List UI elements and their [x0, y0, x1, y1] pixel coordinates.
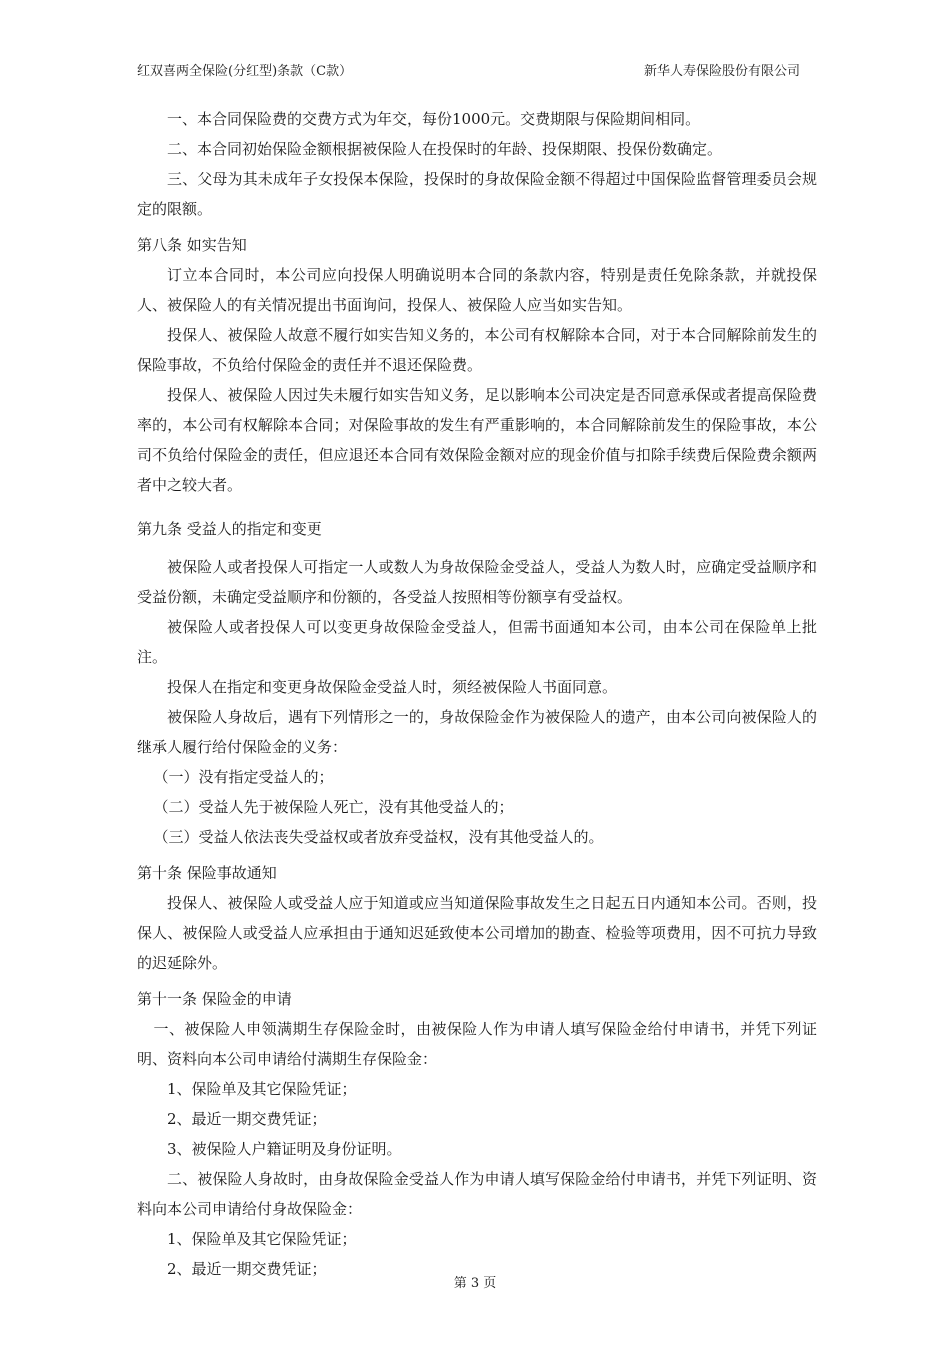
page-header	[137, 60, 800, 79]
paragraph: 投保人、被保险人因过失未履行如实告知义务，足以影响本公司决定是否同意承保或者提高保险费率的，本公司有权解除本合同；对保险事故的发生有严重影响的，本合同解除前发生的保险事故，本公司不负给付保险金的责任，但应退还本合同有效保险金额对应的现金价值与扣除手续费后保险费余额两者中之较大者。	[137, 386, 817, 494]
article-heading-8: 第八条 如实告知	[137, 236, 247, 254]
document-body	[137, 104, 817, 1284]
list-item: 2、最近一期交费凭证；	[167, 1260, 327, 1278]
paragraph: 二、被保险人身故时，由身故保险金受益人作为申请人填写保险金给付申请书，并凭下列证明、资料向本公司申请给付身故保险金：	[137, 1170, 817, 1218]
document-title: 红双喜两全保险(分红型)条款（C款）	[137, 64, 353, 79]
article-heading-11: 第十一条 保险金的申请	[137, 990, 292, 1008]
paragraph: 一、被保险人申领满期生存保险金时，由被保险人作为申请人填写保险金给付申请书，并凭下列证明、资料向本公司申请给付满期生存保险金：	[137, 1020, 817, 1068]
paragraph: 投保人、被保险人故意不履行如实告知义务的，本公司有权解除本合同，对于本合同解除前发生的保险事故，不负给付保险金的责任并不退还保险费。	[137, 326, 817, 374]
list-item: （一）没有指定受益人的；	[153, 768, 334, 786]
page-number: 第 3 页	[453, 1276, 497, 1291]
paragraph: 三、父母为其未成年子女投保本保险，投保时的身故保险金额不得超过中国保险监督管理委员会规定的限额。	[137, 170, 817, 218]
list-item: （三）受益人依法丧失受益权或者放弃受益权，没有其他受益人的。	[153, 828, 604, 846]
list-item: 3、被保险人户籍证明及身份证明。	[167, 1140, 402, 1158]
paragraph: 投保人在指定和变更身故保险金受益人时，须经被保险人书面同意。	[167, 678, 618, 696]
paragraph: 被保险人或者投保人可以变更身故保险金受益人，但需书面通知本公司，由本公司在保险单上批注。	[137, 618, 817, 666]
paragraph: 一、本合同保险费的交费方式为年交，每份1000元。交费期限与保险期间相同。	[167, 110, 701, 128]
list-item: （二）受益人先于被保险人死亡，没有其他受益人的；	[153, 798, 514, 816]
paragraph: 订立本合同时，本公司应向投保人明确说明本合同的条款内容，特别是责任免除条款，并就投保人、被保险人的有关情况提出书面询问，投保人、被保险人应当如实告知。	[137, 266, 817, 314]
list-item: 2、最近一期交费凭证；	[167, 1110, 327, 1128]
paragraph: 投保人、被保险人或受益人应于知道或应当知道保险事故发生之日起五日内通知本公司。否则，投保人、被保险人或受益人应承担由于通知迟延致使本公司增加的勘查、检验等项费用，因不可抗力导致的迟延除外。	[137, 894, 817, 972]
list-item: 1、保险单及其它保险凭证；	[167, 1230, 357, 1248]
paragraph: 被保险人身故后，遇有下列情形之一的，身故保险金作为被保险人的遗产，由本公司向被保险人的继承人履行给付保险金的义务：	[137, 708, 817, 756]
paragraph: 二、本合同初始保险金额根据被保险人在投保时的年龄、投保期限、投保份数确定。	[167, 140, 723, 158]
paragraph: 被保险人或者投保人可指定一人或数人为身故保险金受益人，受益人为数人时，应确定受益顺序和受益份额，未确定受益顺序和份额的，各受益人按照相等份额享有受益权。	[137, 558, 817, 606]
article-heading-10: 第十条 保险事故通知	[137, 864, 277, 882]
company-name: 新华人寿保险股份有限公司	[643, 64, 800, 79]
list-item: 1、保险单及其它保险凭证；	[167, 1080, 357, 1098]
article-heading-9: 第九条 受益人的指定和变更	[137, 520, 322, 538]
